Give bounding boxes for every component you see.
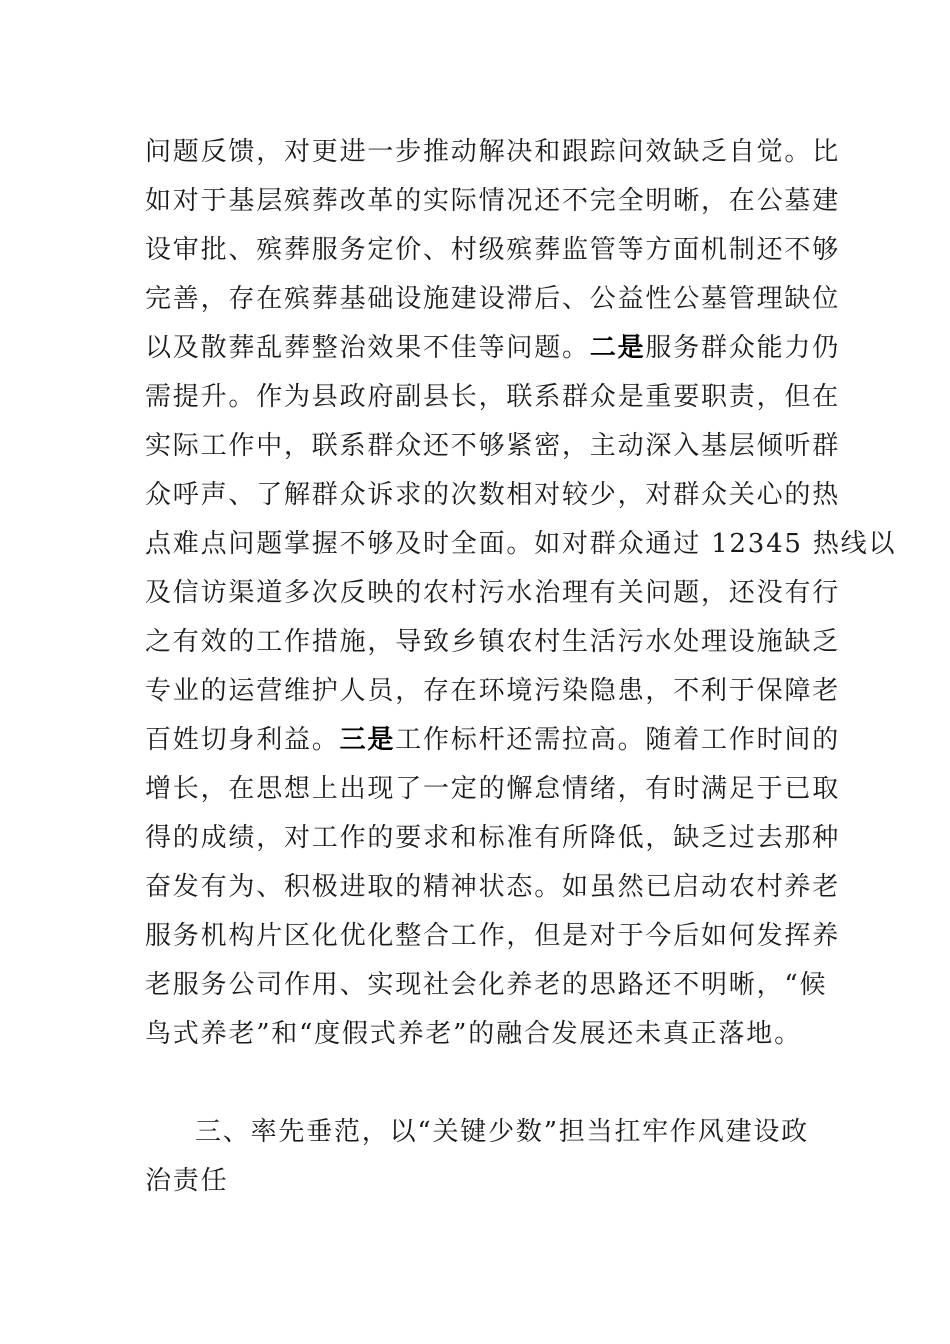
body-text-line: 之有效的工作措施，导致乡镇农村生活污水处理设施缺乏 [145,627,841,657]
body-text-line-with-emphasis [145,725,840,755]
section-heading: 三、率先垂范，以“关键少数”担当扛牢作风建设政 [195,1117,809,1147]
body-text-line: 众呼声、了解群众诉求的次数相对较少，对群众关心的热 [145,480,841,510]
body-text-segment: 服务群众能力仍 [645,333,841,363]
emphasis-third-point: 三是 [339,725,396,755]
body-text-line: 完善，存在殡葬基础设施建设滞后、公益性公墓管理缺位 [145,284,841,314]
body-text-line: 鸟式养老”和“度假式养老”的融合发展还未真正落地。 [145,1019,802,1049]
body-text-line: 得的成绩，对工作的要求和标准有所降低，缺乏过去那种 [145,823,841,853]
body-text-line: 实际工作中，联系群众还不够紧密，主动深入基层倾听群 [145,431,841,461]
body-text-line-with-emphasis [145,333,840,363]
body-text-segment: 百姓切身利益。 [145,725,340,755]
body-text-line: 设审批、殡葬服务定价、村级殡葬监管等方面机制还不够 [145,235,841,265]
body-text-segment: 以及散葬乱葬整治效果不佳等问题。 [145,333,590,363]
section-heading-continuation: 治责任 [145,1166,229,1196]
body-text-line: 点难点问题掌握不够及时全面。如对群众通过 12345 热线以 [145,529,897,559]
body-text-line: 如对于基层殡葬改革的实际情况还不完全明晰，在公墓建 [145,186,841,216]
body-text-line: 及信访渠道多次反映的农村污水治理有关问题，还没有行 [145,578,841,608]
body-text-line: 老服务公司作用、实现社会化养老的思路还不明晰，“候 [145,970,828,1000]
body-text-line: 服务机构片区化优化整合工作，但是对于今后如何发挥养 [145,921,841,951]
body-text-line: 奋发有为、积极进取的精神状态。如虽然已启动农村养老 [145,872,841,902]
body-text-line: 专业的运营维护人员，存在环境污染隐患，不利于保障老 [145,676,841,706]
body-text-line: 问题反馈，对更进一步推动解决和跟踪问效缺乏自觉。比 [145,137,841,167]
body-text-line: 需提升。作为县政府副县长，联系群众是重要职责，但在 [145,382,841,412]
body-text-segment: 工作标杆还需拉高。随着工作时间的 [395,725,841,755]
body-text-line: 增长，在思想上出现了一定的懈怠情绪，有时满足于已取 [145,774,841,804]
emphasis-second-point: 二是 [589,333,646,363]
